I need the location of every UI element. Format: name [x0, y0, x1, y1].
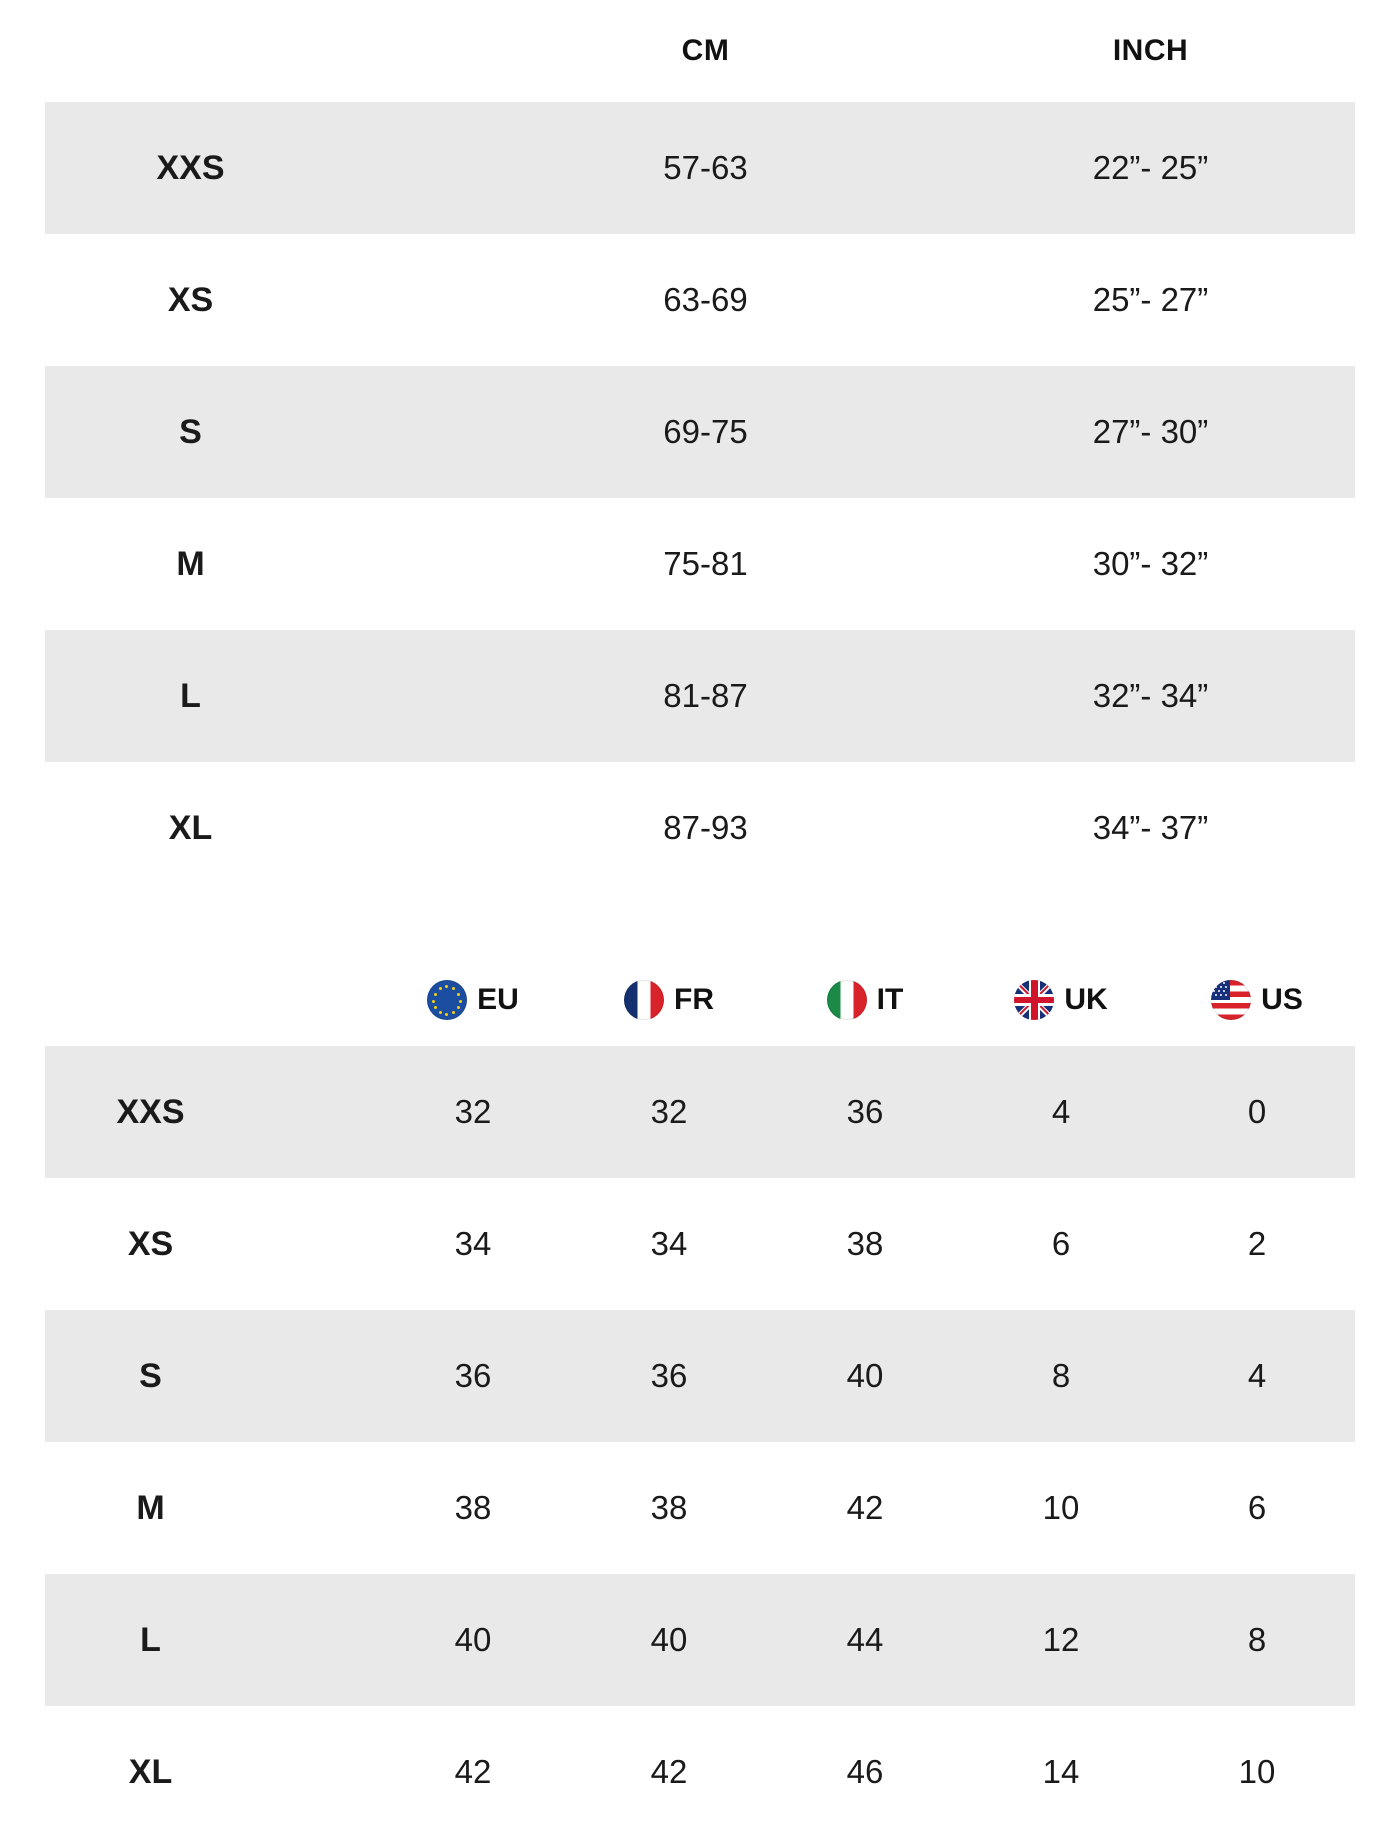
table-row: [45, 1706, 1355, 1838]
flag-eu-icon: [427, 980, 467, 1020]
size-label: XXS: [45, 102, 505, 234]
table-row: [45, 1574, 1355, 1706]
inch-value: 22”- 25”: [965, 102, 1355, 234]
cm-value: 81-87: [505, 630, 965, 762]
us-value: 10: [1238, 1753, 1276, 1790]
regional-header-eu-label: EU: [477, 983, 519, 1016]
table-row: [45, 1442, 1355, 1574]
regional-header-uk: [963, 954, 1159, 1046]
size-label: L: [45, 630, 505, 762]
regional-header-us: [1159, 954, 1355, 1046]
inch-value: 27”- 30”: [965, 366, 1355, 498]
table-row: [45, 366, 1355, 498]
fr-value: 38: [650, 1489, 688, 1526]
size-label: XXS: [45, 1046, 375, 1178]
table-row: [45, 234, 1355, 366]
table-row: [45, 1310, 1355, 1442]
inch-value: 32”- 34”: [965, 630, 1355, 762]
regional-header-it: [767, 954, 963, 1046]
eu-value: 40: [375, 1574, 571, 1706]
fr-value: 32: [571, 1046, 767, 1178]
eu-value: 38: [454, 1489, 492, 1526]
flag-us-icon: [1211, 980, 1251, 1020]
eu-value: 32: [375, 1046, 571, 1178]
size-label: M: [136, 1488, 165, 1527]
flag-uk-icon: [1014, 980, 1054, 1020]
size-label: XS: [167, 280, 214, 319]
cm-value: 57-63: [505, 102, 965, 234]
size-label: XS: [127, 1224, 174, 1263]
measurements-header-inch: INCH: [965, 0, 1355, 102]
regional-header-us-label: US: [1261, 983, 1303, 1016]
measurements-table-head: [45, 0, 1355, 102]
fr-value: 40: [571, 1574, 767, 1706]
size-label: M: [176, 544, 205, 583]
it-value: 40: [767, 1310, 963, 1442]
regional-sizes-table: [45, 954, 1355, 1838]
measurements-table-body: [45, 102, 1355, 894]
uk-value: 8: [963, 1310, 1159, 1442]
flag-fr-icon: [624, 980, 664, 1020]
regional-table-body: [45, 1046, 1355, 1838]
it-value: 46: [846, 1753, 884, 1790]
regional-table-head: [45, 954, 1355, 1046]
regional-header-it-label: IT: [876, 983, 904, 1016]
inch-value: 30”- 32”: [1092, 545, 1209, 582]
table-row: [45, 1178, 1355, 1310]
size-label: S: [45, 366, 505, 498]
regional-header-fr: [571, 954, 767, 1046]
cm-value: 69-75: [505, 366, 965, 498]
it-value: 42: [846, 1489, 884, 1526]
regional-header-row: [45, 954, 1355, 1046]
table-spacer: [0, 894, 1400, 954]
regional-header-eu: [375, 954, 571, 1046]
cm-value: 63-69: [663, 281, 748, 318]
cm-value: 87-93: [663, 809, 748, 846]
regional-header-uk-label: UK: [1064, 983, 1108, 1016]
eu-value: 34: [454, 1225, 492, 1262]
uk-value: 6: [1051, 1225, 1071, 1262]
us-value: 8: [1159, 1574, 1355, 1706]
inch-value: 34”- 37”: [1092, 809, 1209, 846]
fr-value: 36: [571, 1310, 767, 1442]
measurements-header-size: [45, 0, 505, 102]
it-value: 38: [846, 1225, 884, 1262]
measurements-header-cm: CM: [505, 0, 965, 102]
table-row: [45, 630, 1355, 762]
table-row: [45, 1046, 1355, 1178]
cm-value: 75-81: [663, 545, 748, 582]
eu-value: 36: [375, 1310, 571, 1442]
size-label: XL: [168, 808, 213, 847]
us-value: 0: [1159, 1046, 1355, 1178]
table-row: [45, 102, 1355, 234]
it-value: 44: [767, 1574, 963, 1706]
us-value: 6: [1247, 1489, 1267, 1526]
size-label: S: [45, 1310, 375, 1442]
uk-value: 4: [963, 1046, 1159, 1178]
uk-value: 10: [1042, 1489, 1080, 1526]
regional-header-fr-label: FR: [674, 983, 714, 1016]
inch-value: 25”- 27”: [1092, 281, 1209, 318]
regional-header-size: [45, 954, 375, 1046]
uk-value: 14: [1042, 1753, 1080, 1790]
table-row: [45, 762, 1355, 894]
fr-value: 34: [650, 1225, 688, 1262]
uk-value: 12: [963, 1574, 1159, 1706]
table-row: [45, 498, 1355, 630]
it-value: 36: [767, 1046, 963, 1178]
size-label: L: [45, 1574, 375, 1706]
us-value: 4: [1159, 1310, 1355, 1442]
measurements-table: [45, 0, 1355, 894]
eu-value: 42: [454, 1753, 492, 1790]
fr-value: 42: [650, 1753, 688, 1790]
us-value: 2: [1247, 1225, 1267, 1262]
size-label: XL: [128, 1752, 173, 1791]
flag-it-icon: [827, 980, 867, 1020]
measurements-header-row: [45, 0, 1355, 102]
